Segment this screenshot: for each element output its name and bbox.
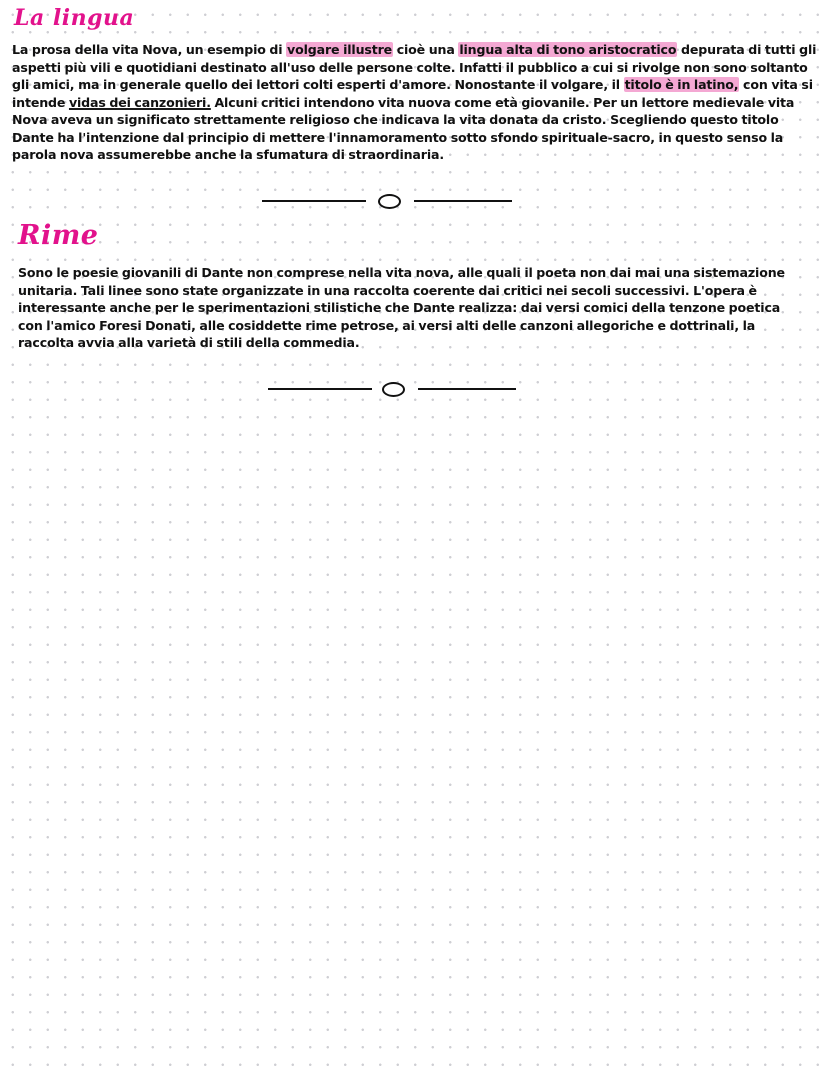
section-heading-la-lingua: La lingua bbox=[14, 5, 135, 31]
divider-line-right bbox=[418, 388, 516, 390]
text-segment: Alcuni critici intendono vita nuova come età giovanile. Per un lettore medievale vita Nova aveva un significato strettamente religioso che indicava la vita donata da cristo. Scegliendo questo titolo Dante ha l'intenzione dal principio di mettere l'innamoramento sotto sfondo spirituale-sacro, in questo senso la parola nova assumerebbe anche la sfumatura di straordinaria. bbox=[12, 94, 795, 162]
divider-circle-icon bbox=[378, 194, 401, 209]
highlight-volgare-illustre: volgare illustre bbox=[287, 42, 393, 57]
section-divider bbox=[268, 381, 516, 397]
section-heading-rime: Rime bbox=[18, 220, 99, 251]
text-segment: La prosa della vita Nova, un esempio di bbox=[12, 42, 287, 57]
section-paragraph-rime bbox=[18, 264, 808, 352]
underline-vidas-canzonieri: vidas dei canzonieri. bbox=[68, 94, 211, 110]
text-segment: Sono le poesie giovanili di Dante non comprese nella vita nova, alle quali il poeta non dai mai una sistemazione unitaria. Tali linee sono state organizzate in una raccolta coerente dai critici nei secoli successivi. L'opera è interessante anche per le sperimentazioni stilistiche che Dante realizza: dai versi comici della tenzone poetica con l'amico Foresi Donati, alle cosiddette rime petrose, ai versi alti delle canzoni allegoriche e dottrinali, la raccolta avvia alla varietà di stili della commedia. bbox=[18, 265, 785, 350]
divider-line-left bbox=[262, 200, 366, 202]
text-segment: con vita si intende bbox=[12, 77, 813, 110]
highlight-lingua-alta: lingua alta di tono aristocratico bbox=[459, 42, 677, 57]
divider-circle-icon bbox=[382, 382, 405, 397]
section-divider bbox=[262, 193, 512, 209]
text-segment: cioè una bbox=[393, 42, 459, 57]
highlight-titolo-latino: titolo è in latino, bbox=[624, 77, 739, 92]
section-paragraph-la-lingua bbox=[12, 41, 818, 164]
text-segment: depurata di tutti gli aspetti più vili e quotidiani destinato all'uso delle persone colte. Infatti il pubblico a cui si rivolge non sono soltanto gli amici, ma in generale quello dei lettori colti esperti d'amore. Nonostante il volgare, il bbox=[12, 42, 817, 92]
divider-line-right bbox=[414, 200, 512, 202]
divider-line-left bbox=[268, 388, 372, 390]
